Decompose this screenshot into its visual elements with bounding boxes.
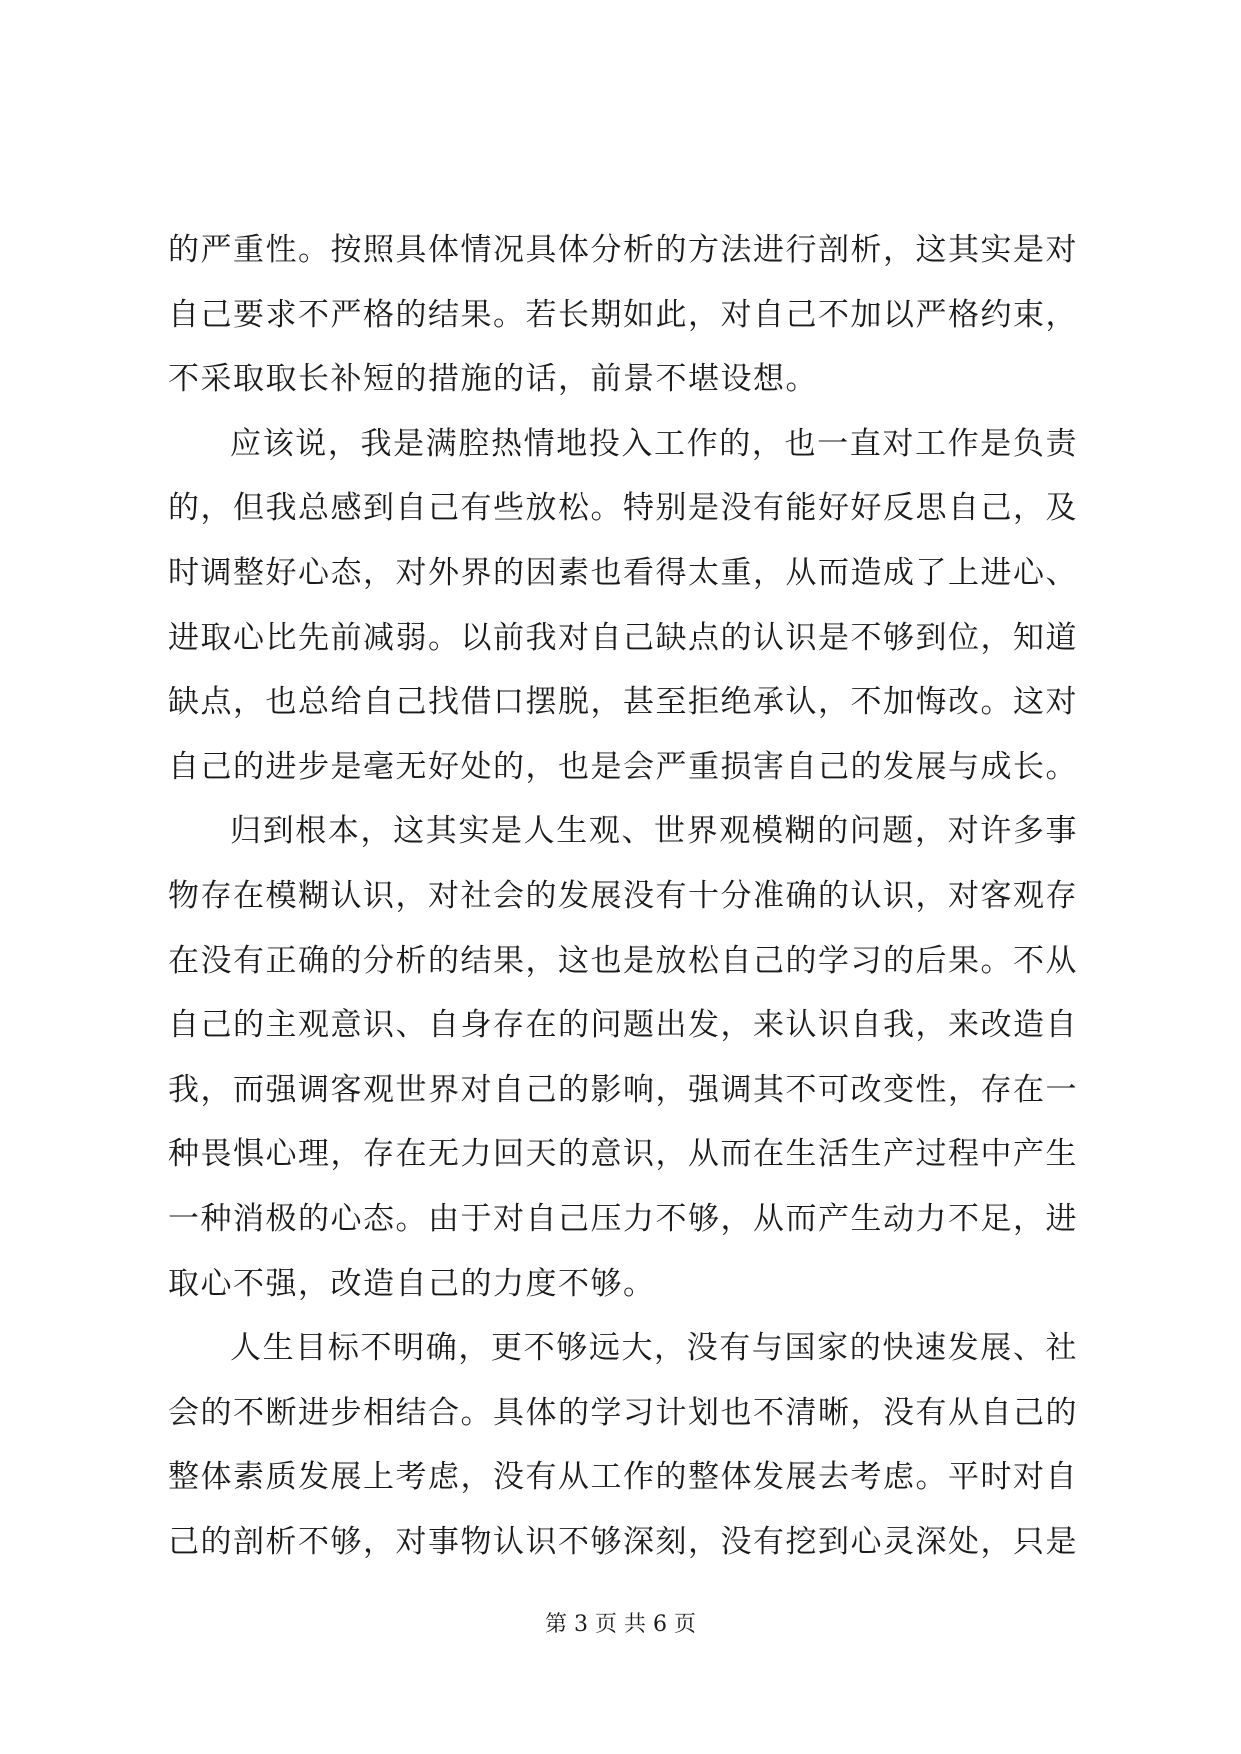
text-line: 归到根本，这其实是人生观、世界观模糊的问题，对许多事 — [230, 813, 1078, 850]
text-line: 缺点，也总给自己找借口摆脱，甚至拒绝承认，不加悔改。这对 — [168, 684, 1078, 721]
page-number: 第 3 页 共 6 页 — [545, 1612, 696, 1637]
text-line: 不采取取长补短的措施的话，前景不堪设想。 — [168, 361, 818, 398]
text-line: 己的剖析不够，对事物认识不够深刻，没有挖到心灵深处，只是 — [168, 1523, 1078, 1560]
text-line: 的，但我总感到自己有些放松。特别是没有能好好反思自己，及 — [168, 490, 1078, 527]
text-line: 应该说，我是满腔热情地投入工作的，也一直对工作是负责 — [230, 425, 1078, 462]
paragraph-4 — [168, 1316, 1078, 1574]
text-line: 人生目标不明确，更不够远大，没有与国家的快速发展、社 — [230, 1330, 1078, 1367]
text-line: 会的不断进步相结合。具体的学习计划也不清晰，没有从自己的 — [168, 1394, 1078, 1431]
paragraph-2 — [168, 412, 1078, 800]
text-line: 的严重性。按照具体情况具体分析的方法进行剖析，这其实是对 — [168, 232, 1078, 268]
text-line: 进取心比先前减弱。以前我对自己缺点的认识是不够到位，知道 — [168, 619, 1078, 656]
text-line: 时调整好心态，对外界的因素也看得太重，从而造成了上进心、 — [168, 554, 1078, 591]
text-line: 物存在模糊认识，对社会的发展没有十分准确的认识，对客观存 — [168, 877, 1078, 914]
text-line: 取心不强，改造自己的力度不够。 — [168, 1265, 656, 1302]
text-line: 我，而强调客观世界对自己的影响，强调其不可改变性，存在一 — [168, 1071, 1078, 1108]
text-line: 自己的进步是毫无好处的，也是会严重损害自己的发展与成长。 — [168, 748, 1078, 785]
paragraph-1 — [168, 218, 1078, 412]
text-line: 在没有正确的分析的结果，这也是放松自己的学习的后果。不从 — [168, 942, 1078, 979]
text-line: 种畏惧心理，存在无力回天的意识，从而在生活生产过程中产生 — [168, 1136, 1078, 1173]
text-line: 整体素质发展上考虑，没有从工作的整体发展去考虑。平时对自 — [168, 1459, 1078, 1496]
text-line: 一种消极的心态。由于对自己压力不够，从而产生动力不足，进 — [168, 1200, 1078, 1237]
paragraph-3 — [168, 799, 1078, 1316]
text-line: 自己的主观意识、自身存在的问题出发，来认识自我，来改造自 — [168, 1007, 1078, 1044]
page-footer — [0, 1607, 1241, 1638]
text-line: 自己要求不严格的结果。若长期如此，对自己不加以严格约束， — [168, 296, 1078, 333]
body-text — [168, 218, 1078, 1574]
